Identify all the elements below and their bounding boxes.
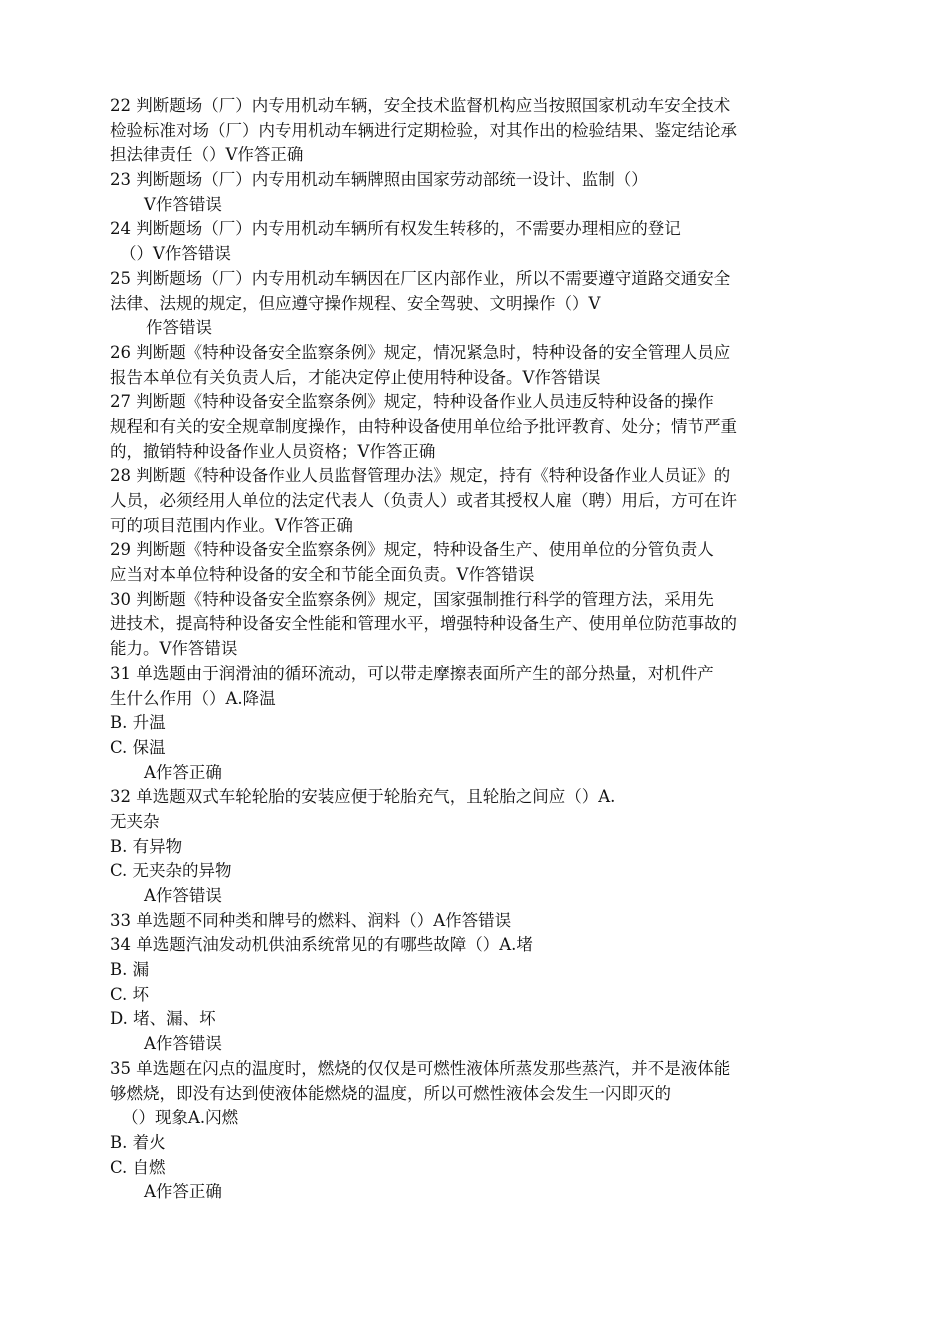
option-line: C. 自燃 — [110, 1157, 166, 1177]
answer-line: 作答错误 — [146, 318, 212, 338]
answer-line: A作答错误 — [144, 886, 222, 905]
answer-line: A作答正确 — [144, 1182, 222, 1202]
text-line: 担法律责任（）V作答正确 — [110, 145, 304, 165]
text-line: 25 判断题场（厂）内专用机动车辆因在厂区内部作业，所以不需要遵守道路交通安全 — [110, 268, 731, 288]
text-line: （）现象A.闪燃 — [122, 1108, 239, 1128]
text-line: 24 判断题场（厂）内专用机动车辆所有权发生转移的，不需要办理相应的登记 — [110, 219, 681, 239]
option-line: C. 无夹杂的异物 — [110, 861, 232, 881]
text-line: 34 单选题汽油发动机供油系统常见的有哪些故障（）A.堵 — [110, 935, 533, 955]
text-line: 32 单选题双式车轮轮胎的安装应便于轮胎充气，且轮胎之间应（）A. — [110, 787, 616, 807]
text-line: 29 判断题《特种设备安全监察条例》规定，特种设备生产、使用单位的分管负责人 — [110, 540, 714, 560]
option-line: 无夹杂 — [110, 811, 160, 831]
text-line: 35 单选题在闪点的温度时，燃烧的仅仅是可燃性液体所蒸发那些蒸汽，并不是液体能 — [110, 1058, 731, 1078]
text-line: 23 判断题场（厂）内专用机动车辆牌照由国家劳动部统一设计、监制（） — [110, 170, 648, 190]
text-line: 生什么作用（）A.降温 — [110, 688, 276, 708]
text-line: 31 单选题由于润滑油的循环流动，可以带走摩擦表面所产生的部分热量，对机件产 — [110, 663, 714, 683]
text-line: 检验标准对场（厂）内专用机动车辆进行定期检验，对其作出的检验结果、鉴定结论承 — [110, 120, 737, 140]
answer-line: V作答错误 — [144, 194, 222, 214]
text-line: 30 判断题《特种设备安全监察条例》规定，国家强制推行科学的管理方法，采用先 — [110, 589, 714, 609]
question-list — [110, 94, 838, 1205]
option-line: B. 有异物 — [110, 836, 183, 856]
text-line: 27 判断题《特种设备安全监察条例》规定，特种设备作业人员违反特种设备的操作 — [110, 392, 714, 412]
option-line: D. 堵、漏、坏 — [110, 1009, 216, 1029]
option-line: C. 坏 — [110, 984, 150, 1004]
answer-line: （）V作答错误 — [120, 244, 231, 264]
text-line: 报告本单位有关负责人后，才能决定停止使用特种设备。V作答错误 — [110, 367, 601, 387]
text-line: 26 判断题《特种设备安全监察条例》规定，情况紧急时，特种设备的安全管理人员应 — [110, 342, 731, 362]
text-line: 进技术，提高特种设备安全性能和管理水平，增强特种设备生产、使用单位防范事故的 — [110, 614, 737, 634]
text-line: 能力。V作答错误 — [110, 639, 238, 659]
answer-line: A作答正确 — [144, 762, 222, 782]
text-line: 28 判断题《特种设备作业人员监督管理办法》规定，持有《特种设备作业人员证》的 — [110, 466, 731, 486]
answer-line: A作答错误 — [144, 1034, 222, 1054]
option-line: B. 升温 — [110, 713, 166, 733]
option-line: B. 漏 — [110, 960, 150, 980]
text-line: 规程和有关的安全规章制度操作，由特种设备使用单位给予批评教育、处分；情节严重 — [110, 416, 737, 436]
text-line: 应当对本单位特种设备的安全和节能全面负责。V作答错误 — [110, 565, 535, 585]
text-line: 法律、法规的规定，但应遵守操作规程、安全驾驶、文明操作（）V — [110, 293, 601, 313]
text-line: 够燃烧，即没有达到使液体能燃烧的温度，所以可燃性液体会发生一闪即灭的 — [110, 1083, 671, 1103]
text-line: 22 判断题场（厂）内专用机动车辆，安全技术监督机构应当按照国家机动车安全技术 — [110, 96, 731, 115]
text-line: 33 单选题不同种类和牌号的燃料、润料（）A作答错误 — [110, 910, 512, 930]
text-line: 可的项目范围内作业。V作答正确 — [110, 515, 353, 535]
option-line: B. 着火 — [110, 1132, 166, 1152]
option-line: C. 保温 — [110, 737, 166, 757]
text-line: 人员，必须经用人单位的法定代表人（负责人）或者其授权人雇（聘）用后，方可在许 — [110, 491, 737, 510]
text-line: 的，撤销特种设备作业人员资格；V作答正确 — [110, 441, 436, 461]
